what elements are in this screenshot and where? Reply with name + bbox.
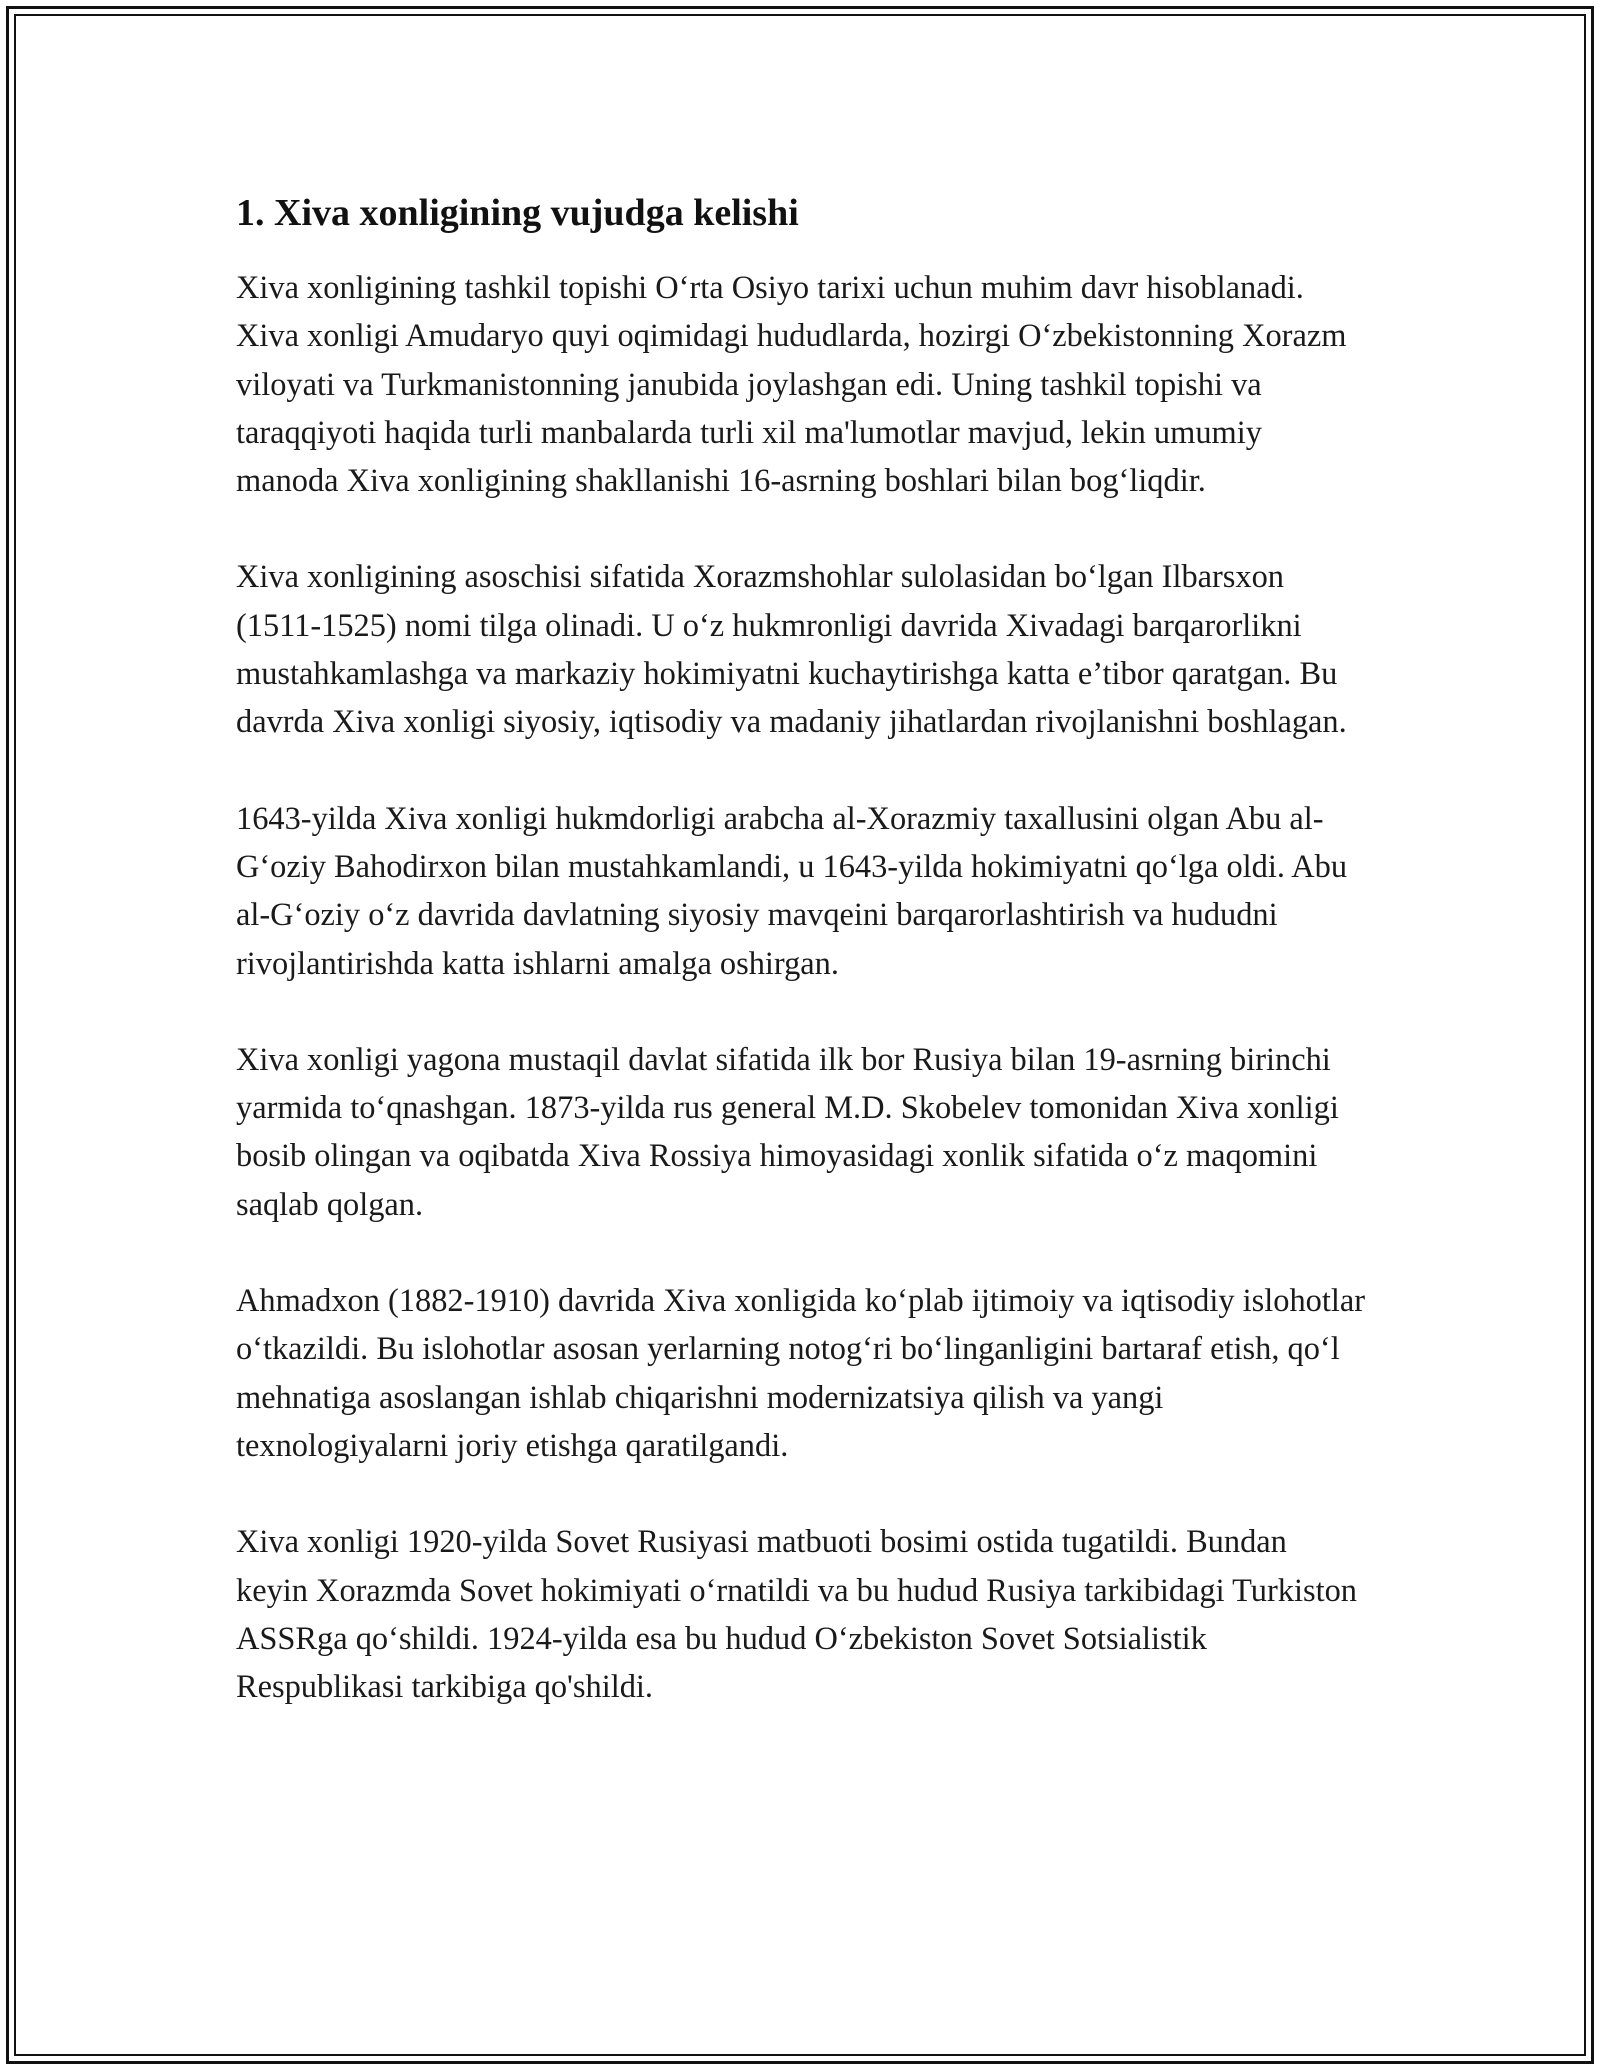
paragraph-6: Xiva xonligi 1920-yilda Sovet Rusiyasi matbuoti bosimi ostida tugatildi. Bundan keyin Xorazmda Sovet hokimiyati o‘rnatildi va bu hudud Rusiya tarkibidagi Turkiston ASSRga qo‘shildi. 1924-yilda esa bu hudud O‘zbekiston Sovet Sotsialistik Respublikasi tarkibiga qo'shildi. [236, 1524, 1357, 1706]
paragraph-4: Xiva xonligi yagona mustaqil davlat sifatida ilk bor Rusiya bilan 19-asrning birinchi yarmida to‘qnashgan. 1873-yilda rus general M.D. Skobelev tomonidan Xiva xonligi bosib olingan va oqibatda Xiva Rossiya himoyasidagi xonlik sifatida o‘z maqomini saqlab qolgan. [236, 1041, 1339, 1223]
document-body [236, 188, 1366, 1759]
paragraph-2: Xiva xonligining asoschisi sifatida Xorazmshohlar sulolasidan bo‘lgan Ilbarsxon (1511-1525) nomi tilga olinadi. U o‘z hukmronligi davrida Xivadagi barqarorlikni mustahkamlashga va markaziy hokimiyatni kuchaytirishga katta e’tibor qaratgan. Bu davrda Xiva xonligi siyosiy, iqtisodiy va madaniy jihatlardan rivojlanishni boshlagan. [236, 559, 1347, 741]
paragraph-5: Ahmadxon (1882-1910) davrida Xiva xonligida ko‘plab ijtimoiy va iqtisodiy islohotlar o‘tkazildi. Bu islohotlar asosan yerlarning notog‘ri bo‘linganligini bartaraf etish, qo‘l mehnatiga asoslangan ishlab chiqarishni modernizatsiya qilish va yangi texnologiyalarni joriy etishga qaratilgandi. [236, 1283, 1366, 1464]
paragraph-1: Xiva xonligining tashkil topishi O‘rta Osiyo tarixi uchun muhim davr hisoblanadi. Xiva xonligi Amudaryo quyi oqimidagi hududlarda, hozirgi O‘zbekistonning Xorazm viloyati va Turkmanistonning janubida joylashgan edi. Uning tashkil topishi va taraqqiyoti haqida turli manbalarda turli xil ma'lumotlar mavjud, lekin umumiy manoda Xiva xonligining shakllanishi 16-asrning boshlari bilan bog‘liqdir. [236, 270, 1347, 500]
section-heading: 1. Xiva xonligining vujudga kelishi [236, 192, 799, 234]
paragraph-3: 1643-yilda Xiva xonligi hukmdorligi arabcha al-Xorazmiy taxallusini olgan Abu al-G‘oziy Bahodirxon bilan mustahkamlandi, u 1643-yilda hokimiyatni qo‘lga oldi. Abu al-G‘oziy o‘z davrida davlatning siyosiy mavqeini barqarorlashtirish va hududni rivojlantirishda katta ishlarni amalga oshirgan. [236, 800, 1348, 982]
